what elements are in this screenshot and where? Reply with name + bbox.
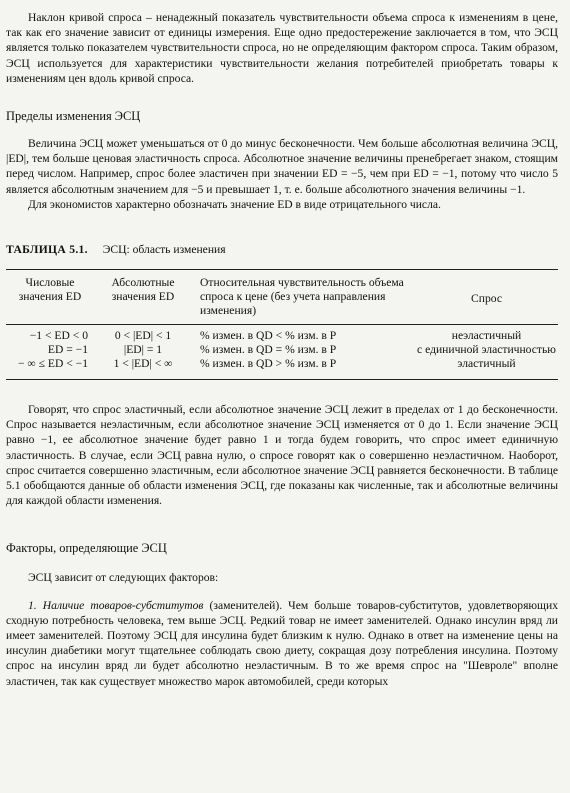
header-absolute-values: Абсолютные значения ED [111, 276, 175, 304]
elasticity-range-paragraph: Величина ЭСЦ может уменьшаться от 0 до минус бесконечности. Чем больше абсолютная величина ЭСЦ, |ED|, тем больше ценовая эластичность спроса. Абсолютное значение величины пренебрегает знаком, стоящим перед числом. Например, спрос более эластичен при значении ED = −5, чем при ED = −1, потому что число 5 является абсолютным значением для −5 и превышает 1, т. е. больше абсолютного значения величины −1. [6, 137, 558, 196]
cell-demand: неэластичный [451, 329, 522, 343]
intro-paragraph: Наклон кривой спроса – ненадежный показатель чувствительности объема спроса к изменениям в цене, так как его значение зависит от единицы измерения. Еще одно предостережение заключается в том, что ЭСЦ является только показателем чувствительности спроса, но не определяющим фактором спроса. Таким образом, ЭСЦ используется для характеристики чувствительности желания потребителей приобретать товары к изменениям цен вдоль кривой спроса. [6, 11, 558, 85]
cell-relative: % измен. в QD < % изм. в P [200, 329, 337, 343]
table-title: ЭСЦ: область изменения [102, 243, 226, 257]
cell-demand: с единичной эластичностью [417, 343, 556, 357]
header-numeric-values: Числовые значения ED [18, 276, 82, 304]
cell-relative: % измен. в QD = % изм. в P [200, 343, 337, 357]
cell-numeric: −1 < ED < 0 [29, 329, 88, 343]
table-body [6, 325, 558, 371]
table-header-row [6, 270, 558, 318]
cell-numeric: ED = −1 [47, 343, 88, 357]
cell-relative: % измен. в QD > % изм. в P [200, 357, 337, 371]
header-demand: Спрос [471, 292, 502, 306]
factor-substitutes-title: 1. Наличие товаров-субститутов [28, 598, 204, 612]
table-label: ТАБЛИЦА 5.1. [6, 243, 88, 257]
negative-notation-paragraph: Для экономистов характерно обозначать значение ED в виде отрицательного числа. [28, 197, 441, 211]
cell-absolute: 0 < |ED| < 1 [114, 329, 172, 343]
section-heading-elasticity-range: Пределы изменения ЭСЦ [6, 109, 141, 124]
factor-substitutes-text: (заменителей). Чем больше товаров-субститутов, удовлетворяющих сходную потребность человека, тем выше ЭСЦ. Редкий товар не имеет заменителей. Однако инсулин вряд ли имеет заменителей. Поэтому ЭСЦ для инсулина будет близким к нулю. Однако в ответ на изменение цены на инсулин диабетики могут тщательнее соблюдать свою диету, сокращая дозу потребления инсулина. Поэтому спрос на инсулин вряд ли будет абсолютно неэластичным. В то же время спрос на "Шевроле" вполне эластичен, так как существует множество марок автомобилей, среди которых [6, 598, 558, 688]
cell-demand: эластичный [457, 357, 516, 371]
table-row [6, 357, 558, 371]
table-row [6, 343, 558, 357]
factors-lead: ЭСЦ зависит от следующих факторов: [28, 571, 219, 585]
elasticity-definitions-paragraph: Говорят, что спрос эластичный, если абсолютное значение ЭСЦ лежит в пределах от 1 до бесконечности. Спрос называется неэластичным, если абсолютное значение ЭСЦ изменяется от 0 до 1. Если значение ЭСЦ равно −1, ее абсолютное значение будет равно 1 и тогда будем говорить, что спрос имеет единичную эластичность. В случае, если ЭСЦ равна нулю, о спросе говорят как о совершенно неэластичном. Наоборот, спрос считается совершенно эластичным, если абсолютное значение ЭСЦ равняется бесконечности. В таблице 5.1 обобщаются данные об области изменения ЭСЦ, где показаны как численные, так и абсолютные величины для каждой области изменения. [6, 403, 558, 508]
cell-absolute: 1 < |ED| < ∞ [113, 357, 173, 371]
table-bottom-rule [6, 379, 558, 380]
table-row [6, 329, 558, 343]
header-relative-sensitivity: Относительная чувствительность объема спроса к цене (без учета направления изменения) [200, 276, 404, 318]
cell-numeric: − ∞ ≤ ED < −1 [18, 357, 88, 371]
table-caption [6, 242, 558, 257]
cell-absolute: |ED| = 1 [123, 343, 163, 357]
section-heading-factors: Факторы, определяющие ЭСЦ [6, 541, 167, 556]
factor-substitutes-paragraph [6, 598, 558, 689]
